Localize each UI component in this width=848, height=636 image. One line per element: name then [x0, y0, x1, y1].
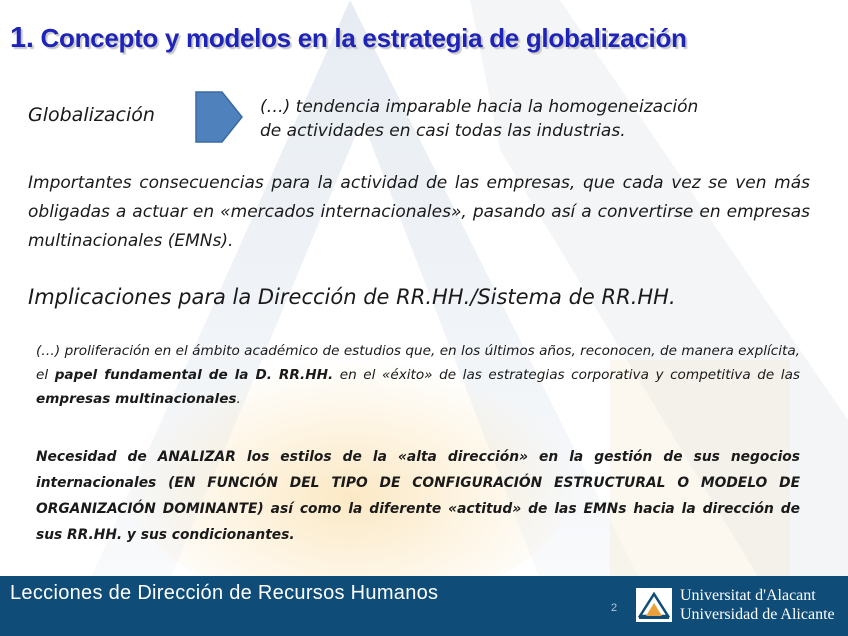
university-name-valencian: Universitat d'Alacant	[680, 587, 816, 604]
slide-title	[10, 22, 840, 55]
university-logo-icon	[636, 588, 672, 622]
proliferacion-bold-2: empresas multinacionales	[36, 391, 237, 407]
title-text: Concepto y modelos en la estrategia de globalización	[40, 23, 687, 53]
globalizacion-label: Globalización	[28, 104, 155, 126]
consecuencias-paragraph: Importantes consecuencias para la actividad de las empresas, que cada vez se ven más obligadas a actuar en «mercados internacionales», pasando así a convertirse en empresas multinacionales (EMNs).	[28, 173, 810, 251]
implicaciones-heading: Implicaciones para la Dirección de RR.HH./Sistema de RR.HH.	[28, 285, 676, 309]
proliferacion-text-3: .	[236, 391, 241, 407]
globalizacion-definition	[260, 95, 698, 143]
page-number: 2	[611, 602, 618, 614]
university-name-spanish: Universidad de Alicante	[680, 606, 835, 623]
footer-course-title: Lecciones de Dirección de Recursos Humanos	[10, 582, 439, 604]
right-arrow-icon	[194, 90, 244, 144]
proliferacion-bold-1: papel fundamental de la D. RR.HH.	[54, 367, 334, 383]
definition-line-1: (…) tendencia imparable hacia la homogeneización	[260, 97, 699, 117]
proliferacion-paragraph	[36, 339, 800, 411]
proliferacion-text-2: en el «éxito» de las estrategias corporativa y competitiva de las	[333, 367, 800, 383]
necesidad-paragraph: Necesidad de ANALIZAR los estilos de la «alta dirección» en la gestión de sus negocios internacionales (EN FUNCIÓN DEL TIPO DE CONFIGURACIÓN ESTRUCTURAL O MODELO DE ORGANIZACIÓN DOMINANTE) así como la diferente «actitud» de las EMNs hacia la dirección de sus RR.HH. y sus condicionantes.	[36, 449, 800, 543]
proliferacion-text-1: (…) proliferación en el ámbito académico de estudios que, en los últimos años, reconocen, de manera explícita, el	[36, 343, 800, 383]
university-logo-graphic	[636, 588, 672, 622]
definition-line-2: de actividades en casi todas las industrias.	[260, 121, 626, 141]
title-number: 1.	[10, 22, 34, 54]
